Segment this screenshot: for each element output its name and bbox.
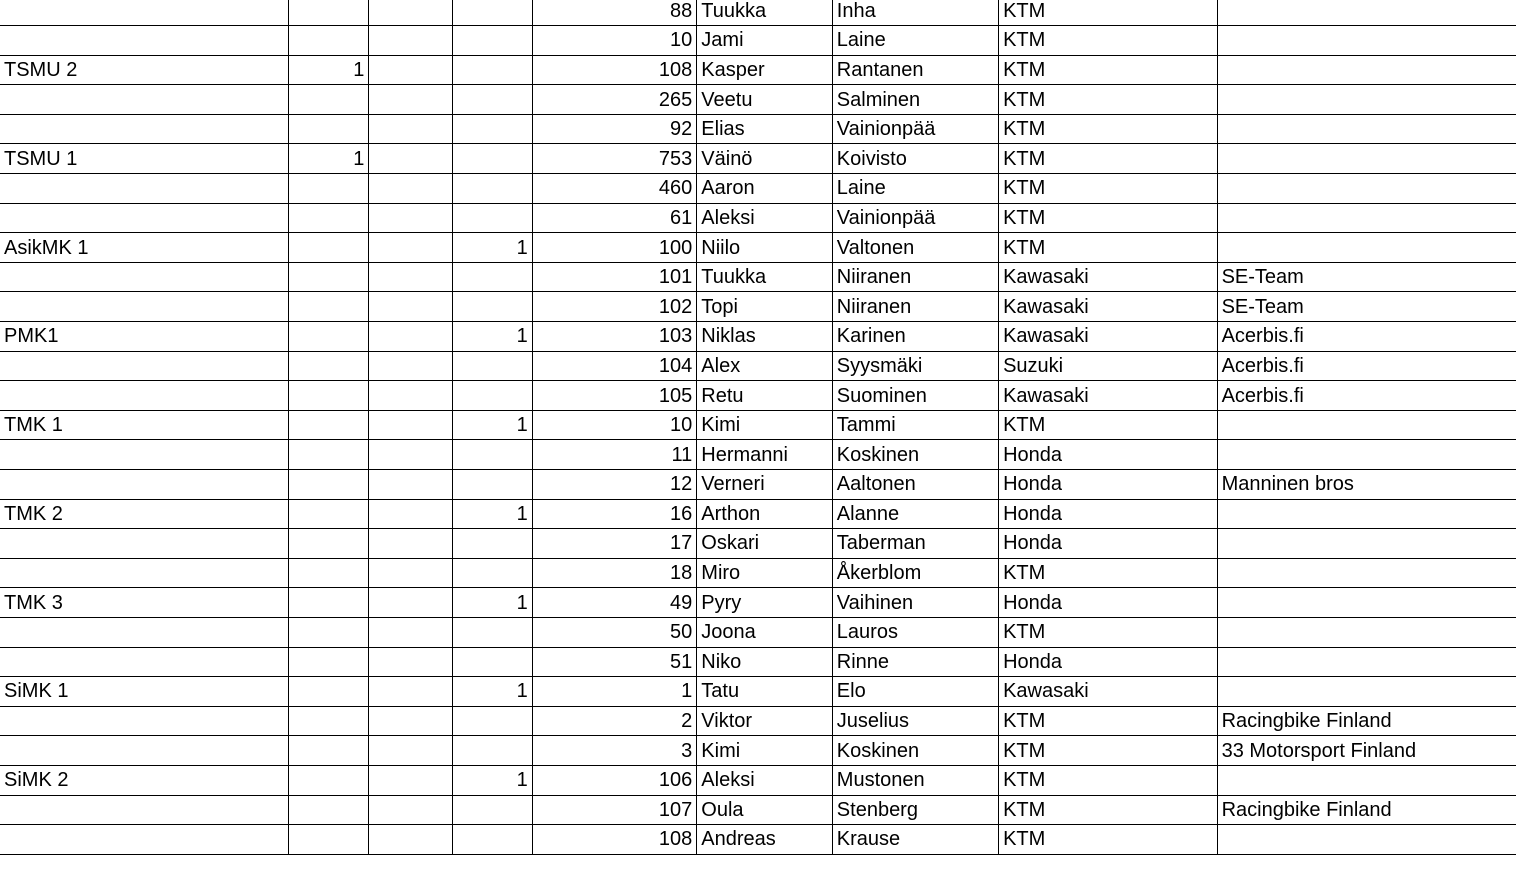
cell-number[interactable]: 51 [532, 647, 697, 677]
cell-team[interactable] [1217, 233, 1516, 263]
cell-first-name[interactable]: Niko [697, 647, 833, 677]
cell-number[interactable]: 10 [532, 26, 697, 56]
cell-first-name[interactable]: Arthon [697, 499, 833, 529]
cell-flag-b[interactable] [369, 381, 452, 411]
cell-make[interactable]: Honda [999, 647, 1218, 677]
cell-flag-b[interactable] [369, 499, 452, 529]
cell-class[interactable] [0, 529, 289, 559]
cell-flag-a[interactable] [289, 440, 369, 470]
table-row [0, 529, 1516, 559]
table-row [0, 795, 1516, 825]
cell-flag-a[interactable] [289, 588, 369, 618]
cell-team[interactable] [1217, 825, 1516, 855]
cell-class[interactable]: SiMK 2 [0, 765, 289, 795]
cell-team[interactable] [1217, 174, 1516, 204]
cell-make[interactable]: Honda [999, 470, 1218, 500]
cell-flag-a[interactable] [289, 499, 369, 529]
cell-flag-a[interactable] [289, 736, 369, 766]
cell-first-name[interactable]: Kasper [697, 55, 833, 85]
cell-team[interactable]: SE-Team [1217, 292, 1516, 322]
table-row [0, 262, 1516, 292]
cell-last-name[interactable]: Aaltonen [832, 470, 998, 500]
cell-number[interactable]: 88 [532, 0, 697, 26]
cell-flag-c[interactable] [452, 351, 532, 381]
cell-flag-a[interactable] [289, 765, 369, 795]
cell-team[interactable]: Acerbis.fi [1217, 351, 1516, 381]
cell-number[interactable]: 11 [532, 440, 697, 470]
cell-team[interactable]: SE-Team [1217, 262, 1516, 292]
cell-flag-c[interactable] [452, 174, 532, 204]
cell-last-name[interactable]: Karinen [832, 322, 998, 352]
cell-flag-a[interactable] [289, 381, 369, 411]
cell-flag-b[interactable] [369, 351, 452, 381]
cell-flag-c[interactable] [452, 26, 532, 56]
cell-flag-b[interactable] [369, 26, 452, 56]
cell-last-name[interactable]: Alanne [832, 499, 998, 529]
cell-flag-a[interactable] [289, 410, 369, 440]
table-row [0, 825, 1516, 855]
cell-flag-c[interactable] [452, 558, 532, 588]
cell-flag-b[interactable] [369, 677, 452, 707]
cell-flag-c[interactable] [452, 262, 532, 292]
cell-class[interactable]: TMK 1 [0, 410, 289, 440]
table-row [0, 736, 1516, 766]
cell-last-name[interactable]: Syysmäki [832, 351, 998, 381]
cell-flag-b[interactable] [369, 736, 452, 766]
cell-flag-b[interactable] [369, 203, 452, 233]
cell-flag-c[interactable] [452, 470, 532, 500]
table-row [0, 203, 1516, 233]
cell-make[interactable]: KTM [999, 0, 1218, 26]
table-row [0, 410, 1516, 440]
cell-first-name[interactable]: Aleksi [697, 765, 833, 795]
cell-flag-a[interactable] [289, 26, 369, 56]
cell-team[interactable] [1217, 440, 1516, 470]
cell-last-name[interactable]: Mustonen [832, 765, 998, 795]
cell-make[interactable]: KTM [999, 144, 1218, 174]
cell-number[interactable]: 100 [532, 233, 697, 263]
cell-last-name[interactable]: Koivisto [832, 144, 998, 174]
cell-number[interactable]: 102 [532, 292, 697, 322]
cell-make[interactable]: KTM [999, 617, 1218, 647]
cell-flag-b[interactable] [369, 558, 452, 588]
cell-class[interactable]: PMK1 [0, 322, 289, 352]
cell-flag-b[interactable] [369, 292, 452, 322]
cell-class[interactable] [0, 558, 289, 588]
cell-team[interactable] [1217, 647, 1516, 677]
cell-flag-a[interactable] [289, 677, 369, 707]
cell-class[interactable] [0, 795, 289, 825]
cell-first-name[interactable]: Hermanni [697, 440, 833, 470]
cell-class[interactable] [0, 470, 289, 500]
cell-first-name[interactable]: Aaron [697, 174, 833, 204]
cell-class[interactable] [0, 26, 289, 56]
cell-flag-b[interactable] [369, 410, 452, 440]
cell-team[interactable] [1217, 558, 1516, 588]
cell-flag-c[interactable] [452, 706, 532, 736]
cell-flag-a[interactable] [289, 351, 369, 381]
cell-number[interactable]: 1 [532, 677, 697, 707]
cell-number[interactable]: 101 [532, 262, 697, 292]
cell-team[interactable] [1217, 617, 1516, 647]
cell-flag-c[interactable] [452, 529, 532, 559]
cell-first-name[interactable]: Niilo [697, 233, 833, 263]
cell-class[interactable] [0, 203, 289, 233]
cell-number[interactable]: 108 [532, 55, 697, 85]
cell-last-name[interactable]: Krause [832, 825, 998, 855]
table-row [0, 174, 1516, 204]
cell-team[interactable] [1217, 114, 1516, 144]
cell-first-name[interactable]: Viktor [697, 706, 833, 736]
cell-make[interactable]: Kawasaki [999, 322, 1218, 352]
cell-flag-b[interactable] [369, 470, 452, 500]
cell-first-name[interactable]: Retu [697, 381, 833, 411]
table-row [0, 292, 1516, 322]
cell-flag-c[interactable] [452, 736, 532, 766]
cell-number[interactable]: 265 [532, 85, 697, 115]
cell-flag-a[interactable]: 1 [289, 55, 369, 85]
cell-team[interactable] [1217, 529, 1516, 559]
cell-last-name[interactable]: Valtonen [832, 233, 998, 263]
cell-flag-a[interactable] [289, 233, 369, 263]
cell-class[interactable] [0, 292, 289, 322]
cell-last-name[interactable]: Rantanen [832, 55, 998, 85]
cell-flag-a[interactable] [289, 470, 369, 500]
cell-flag-b[interactable] [369, 322, 452, 352]
cell-first-name[interactable]: Kimi [697, 410, 833, 440]
cell-flag-b[interactable] [369, 262, 452, 292]
cell-class[interactable]: TMK 2 [0, 499, 289, 529]
cell-flag-a[interactable] [289, 617, 369, 647]
cell-flag-c[interactable] [452, 617, 532, 647]
cell-flag-b[interactable] [369, 647, 452, 677]
cell-class[interactable] [0, 351, 289, 381]
table-row [0, 351, 1516, 381]
cell-flag-a[interactable] [289, 85, 369, 115]
cell-flag-a[interactable] [289, 292, 369, 322]
cell-first-name[interactable]: Joona [697, 617, 833, 647]
cell-last-name[interactable]: Stenberg [832, 795, 998, 825]
cell-class[interactable]: SiMK 1 [0, 677, 289, 707]
table-row [0, 765, 1516, 795]
cell-team[interactable]: Racingbike Finland [1217, 795, 1516, 825]
cell-make[interactable]: KTM [999, 765, 1218, 795]
cell-team[interactable] [1217, 588, 1516, 618]
cell-flag-c[interactable]: 1 [452, 765, 532, 795]
cell-last-name[interactable]: Niiranen [832, 262, 998, 292]
cell-first-name[interactable]: Pyry [697, 588, 833, 618]
cell-last-name[interactable]: Juselius [832, 706, 998, 736]
table-row [0, 706, 1516, 736]
cell-first-name[interactable]: Miro [697, 558, 833, 588]
cell-number[interactable]: 92 [532, 114, 697, 144]
table-row [0, 499, 1516, 529]
cell-flag-a[interactable] [289, 647, 369, 677]
cell-class[interactable] [0, 825, 289, 855]
cell-make[interactable]: Honda [999, 529, 1218, 559]
table-row [0, 144, 1516, 174]
cell-flag-c[interactable]: 1 [452, 233, 532, 263]
cell-flag-b[interactable] [369, 588, 452, 618]
table-row [0, 381, 1516, 411]
cell-class[interactable] [0, 85, 289, 115]
cell-make[interactable]: KTM [999, 558, 1218, 588]
cell-first-name[interactable]: Kimi [697, 736, 833, 766]
cell-flag-c[interactable] [452, 85, 532, 115]
cell-last-name[interactable]: Niiranen [832, 292, 998, 322]
table-row [0, 558, 1516, 588]
cell-make[interactable]: KTM [999, 233, 1218, 263]
cell-flag-b[interactable] [369, 233, 452, 263]
cell-class[interactable] [0, 114, 289, 144]
cell-flag-b[interactable] [369, 529, 452, 559]
cell-first-name[interactable]: Andreas [697, 825, 833, 855]
table-row [0, 114, 1516, 144]
cell-last-name[interactable]: Åkerblom [832, 558, 998, 588]
cell-number[interactable]: 12 [532, 470, 697, 500]
cell-class[interactable] [0, 0, 289, 26]
cell-number[interactable]: 3 [532, 736, 697, 766]
cell-number[interactable]: 106 [532, 765, 697, 795]
cell-flag-c[interactable] [452, 203, 532, 233]
cell-flag-c[interactable] [452, 825, 532, 855]
cell-flag-a[interactable]: 1 [289, 144, 369, 174]
cell-make[interactable]: KTM [999, 795, 1218, 825]
cell-last-name[interactable]: Laine [832, 26, 998, 56]
cell-number[interactable]: 105 [532, 381, 697, 411]
cell-last-name[interactable]: Tammi [832, 410, 998, 440]
cell-flag-a[interactable] [289, 825, 369, 855]
table-row [0, 85, 1516, 115]
cell-make[interactable]: Honda [999, 499, 1218, 529]
cell-flag-a[interactable] [289, 114, 369, 144]
cell-flag-c[interactable] [452, 440, 532, 470]
cell-number[interactable]: 107 [532, 795, 697, 825]
cell-flag-b[interactable] [369, 144, 452, 174]
cell-first-name[interactable]: Aleksi [697, 203, 833, 233]
cell-class[interactable] [0, 440, 289, 470]
cell-flag-a[interactable] [289, 558, 369, 588]
cell-last-name[interactable]: Taberman [832, 529, 998, 559]
cell-make[interactable]: Kawasaki [999, 292, 1218, 322]
cell-make[interactable]: KTM [999, 174, 1218, 204]
cell-number[interactable]: 10 [532, 410, 697, 440]
cell-flag-c[interactable] [452, 55, 532, 85]
cell-make[interactable]: KTM [999, 736, 1218, 766]
cell-number[interactable]: 104 [532, 351, 697, 381]
cell-number[interactable]: 50 [532, 617, 697, 647]
cell-flag-b[interactable] [369, 85, 452, 115]
cell-flag-a[interactable] [289, 706, 369, 736]
cell-class[interactable]: AsikMK 1 [0, 233, 289, 263]
cell-team[interactable] [1217, 144, 1516, 174]
cell-class[interactable]: TSMU 2 [0, 55, 289, 85]
cell-team[interactable]: 33 Motorsport Finland [1217, 736, 1516, 766]
cell-last-name[interactable]: Laine [832, 174, 998, 204]
cell-last-name[interactable]: Koskinen [832, 736, 998, 766]
cell-first-name[interactable]: Väinö [697, 144, 833, 174]
table-row [0, 440, 1516, 470]
cell-flag-c[interactable]: 1 [452, 588, 532, 618]
table-row [0, 470, 1516, 500]
cell-class[interactable] [0, 174, 289, 204]
cell-make[interactable]: Kawasaki [999, 381, 1218, 411]
table-row [0, 233, 1516, 263]
table-row [0, 677, 1516, 707]
cell-team[interactable] [1217, 203, 1516, 233]
cell-flag-c[interactable] [452, 0, 532, 26]
cell-number[interactable]: 49 [532, 588, 697, 618]
cell-flag-a[interactable] [289, 0, 369, 26]
cell-number[interactable]: 61 [532, 203, 697, 233]
cell-team[interactable] [1217, 765, 1516, 795]
cell-first-name[interactable]: Oskari [697, 529, 833, 559]
cell-flag-b[interactable] [369, 114, 452, 144]
cell-last-name[interactable]: Inha [832, 0, 998, 26]
cell-flag-c[interactable] [452, 292, 532, 322]
cell-number[interactable]: 16 [532, 499, 697, 529]
cell-flag-b[interactable] [369, 765, 452, 795]
cell-first-name[interactable]: Jami [697, 26, 833, 56]
cell-last-name[interactable]: Rinne [832, 647, 998, 677]
cell-number[interactable]: 17 [532, 529, 697, 559]
cell-last-name[interactable]: Suominen [832, 381, 998, 411]
cell-class[interactable]: TMK 3 [0, 588, 289, 618]
cell-class[interactable] [0, 706, 289, 736]
cell-last-name[interactable]: Vainionpää [832, 203, 998, 233]
cell-team[interactable] [1217, 410, 1516, 440]
cell-first-name[interactable]: Verneri [697, 470, 833, 500]
cell-make[interactable]: KTM [999, 825, 1218, 855]
cell-flag-c[interactable] [452, 647, 532, 677]
cell-make[interactable]: KTM [999, 26, 1218, 56]
cell-last-name[interactable]: Elo [832, 677, 998, 707]
cell-first-name[interactable]: Elias [697, 114, 833, 144]
cell-team[interactable] [1217, 26, 1516, 56]
cell-flag-b[interactable] [369, 617, 452, 647]
cell-number[interactable]: 753 [532, 144, 697, 174]
cell-make[interactable]: KTM [999, 114, 1218, 144]
cell-flag-a[interactable] [289, 795, 369, 825]
cell-team[interactable]: Manninen bros [1217, 470, 1516, 500]
table-row [0, 322, 1516, 352]
cell-first-name[interactable]: Tuukka [697, 0, 833, 26]
table-row [0, 55, 1516, 85]
cell-number[interactable]: 2 [532, 706, 697, 736]
cell-last-name[interactable]: Vainionpää [832, 114, 998, 144]
cell-flag-c[interactable]: 1 [452, 322, 532, 352]
table-row [0, 647, 1516, 677]
cell-first-name[interactable]: Tuukka [697, 262, 833, 292]
cell-make[interactable]: Kawasaki [999, 677, 1218, 707]
cell-team[interactable]: Acerbis.fi [1217, 381, 1516, 411]
cell-last-name[interactable]: Koskinen [832, 440, 998, 470]
cell-flag-c[interactable] [452, 144, 532, 174]
cell-team[interactable] [1217, 85, 1516, 115]
cell-last-name[interactable]: Lauros [832, 617, 998, 647]
cell-make[interactable]: Kawasaki [999, 262, 1218, 292]
cell-number[interactable]: 18 [532, 558, 697, 588]
cell-number[interactable]: 103 [532, 322, 697, 352]
cell-class[interactable]: TSMU 1 [0, 144, 289, 174]
cell-flag-b[interactable] [369, 825, 452, 855]
cell-class[interactable] [0, 736, 289, 766]
table-row [0, 588, 1516, 618]
cell-class[interactable] [0, 381, 289, 411]
cell-flag-b[interactable] [369, 174, 452, 204]
cell-team[interactable]: Racingbike Finland [1217, 706, 1516, 736]
cell-first-name[interactable]: Alex [697, 351, 833, 381]
cell-first-name[interactable]: Veetu [697, 85, 833, 115]
cell-flag-b[interactable] [369, 795, 452, 825]
cell-first-name[interactable]: Tatu [697, 677, 833, 707]
cell-flag-a[interactable] [289, 262, 369, 292]
cell-team[interactable] [1217, 677, 1516, 707]
table-row [0, 0, 1516, 26]
cell-number[interactable]: 460 [532, 174, 697, 204]
table-row [0, 617, 1516, 647]
cell-flag-c[interactable] [452, 381, 532, 411]
cell-team[interactable] [1217, 499, 1516, 529]
cell-make[interactable]: KTM [999, 410, 1218, 440]
cell-make[interactable]: Suzuki [999, 351, 1218, 381]
cell-flag-c[interactable]: 1 [452, 499, 532, 529]
cell-make[interactable]: KTM [999, 203, 1218, 233]
cell-flag-c[interactable] [452, 795, 532, 825]
cell-class[interactable] [0, 617, 289, 647]
table-row [0, 26, 1516, 56]
cell-class[interactable] [0, 647, 289, 677]
cell-flag-c[interactable]: 1 [452, 677, 532, 707]
cell-make[interactable]: KTM [999, 706, 1218, 736]
cell-make[interactable]: Honda [999, 440, 1218, 470]
cell-flag-a[interactable] [289, 174, 369, 204]
cell-flag-c[interactable] [452, 114, 532, 144]
cell-class[interactable] [0, 262, 289, 292]
cell-flag-c[interactable]: 1 [452, 410, 532, 440]
cell-flag-b[interactable] [369, 440, 452, 470]
cell-flag-a[interactable] [289, 322, 369, 352]
cell-last-name[interactable]: Vaihinen [832, 588, 998, 618]
cell-team[interactable] [1217, 0, 1516, 26]
cell-flag-b[interactable] [369, 55, 452, 85]
cell-flag-a[interactable] [289, 529, 369, 559]
cell-flag-b[interactable] [369, 0, 452, 26]
cell-first-name[interactable]: Oula [697, 795, 833, 825]
cell-flag-a[interactable] [289, 203, 369, 233]
cell-last-name[interactable]: Salminen [832, 85, 998, 115]
cell-number[interactable]: 108 [532, 825, 697, 855]
cell-first-name[interactable]: Topi [697, 292, 833, 322]
cell-team[interactable]: Acerbis.fi [1217, 322, 1516, 352]
cell-make[interactable]: Honda [999, 588, 1218, 618]
cell-make[interactable]: KTM [999, 55, 1218, 85]
cell-flag-b[interactable] [369, 706, 452, 736]
cell-make[interactable]: KTM [999, 85, 1218, 115]
cell-team[interactable] [1217, 55, 1516, 85]
cell-first-name[interactable]: Niklas [697, 322, 833, 352]
